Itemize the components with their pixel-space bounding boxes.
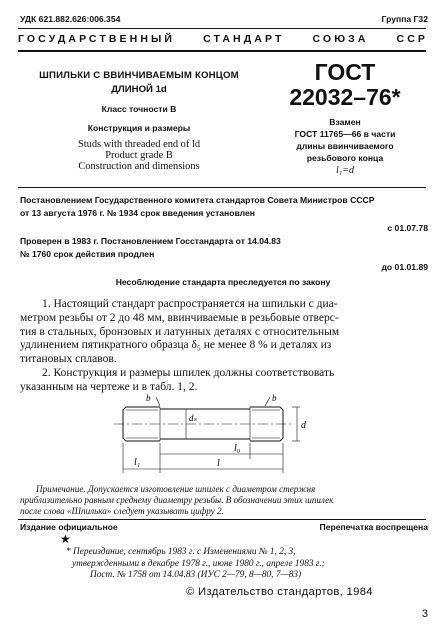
d-label: d [301, 420, 306, 431]
p1-line3: тия в стальных, бронзовых и латунных деталях с относительным [20, 325, 340, 338]
gost-block [270, 60, 420, 176]
title-ru-line2: ДЛИНОЙ 1d [111, 84, 167, 95]
p2-line2: указанным на чертеже и в табл. 1, 2. [20, 380, 198, 393]
title-construction: Конструкция и размеры [87, 123, 191, 133]
gost-number: 22032–76* [289, 84, 401, 110]
title-en-line2: Product grade B [105, 150, 173, 161]
group-code: Группа Г32 [381, 14, 428, 24]
p1-line4: удлинением пятикратного образца δ₅ не менее 8 % и деталях из [20, 339, 332, 352]
title-ru-line1: ШПИЛЬКИ С ВВИНЧИВАЕМЫМ КОНЦОМ [39, 70, 239, 81]
body-text [20, 298, 428, 395]
b-left-label: b [146, 393, 151, 403]
p2-line1: 2. Конструкция и размеры шпилек должны соответствовать [42, 366, 335, 379]
title-en-line3: Construction and dimensions [78, 161, 200, 172]
reprint-line3: Пост. № 1758 от 14.04.83 (ИУС 2—79, 8—80, 7—83) [90, 570, 302, 580]
gost-label: ГОСТ [314, 59, 376, 85]
title-rule [18, 187, 426, 188]
udk-code: УДК 621.882.626:006.354 [20, 14, 121, 24]
reprint-note [66, 547, 426, 582]
header-rule-bottom [18, 50, 426, 52]
note-line2: приблизительно равным среднему диаметру резьбы. В обозначении этих шпилек [20, 495, 334, 505]
title-accuracy-class: Класс точности В [101, 104, 177, 114]
l-label: l [217, 458, 220, 469]
p1-line1: 1. Настоящий стандарт распространяется на шпильки с диа- [42, 298, 338, 310]
note-line3: после слова «Шпилька» следует указывать цифру 2. [20, 506, 224, 516]
note-line1: Примечание. Допускается изготовление шпилек с диаметром стержня [36, 484, 316, 494]
reprint-line2: утвержденными в декабре 1978 г., июне 1980 г., апреле 1983 г.; [72, 558, 325, 569]
state-standard-banner: ГОСУДАРСТВЕННЫЙ СТАНДАРТ СОЮЗА ССР [18, 33, 428, 45]
page-number: 3 [421, 608, 428, 620]
replaced-label: Взамен [329, 117, 361, 127]
p1-line5: титановых сплавов. [20, 353, 117, 366]
check-line1: Проверен в 1983 г. Постановлением Госстандарта от 14.04.83 [20, 236, 281, 246]
b-right-label: b [272, 393, 277, 403]
law-notice: Несоблюдение стандарта преследуется по закону [115, 277, 331, 287]
l1-label: l₁ [134, 457, 141, 468]
decree-line2: от 13 августа 1976 г. № 1934 срок введения установлен [20, 208, 255, 218]
footer-rule [18, 519, 426, 520]
title-en-line1: Studs with threaded end of ld [77, 139, 201, 150]
edition-official: Издание официальное [20, 522, 118, 532]
check-line2: № 1760 срок действия продлен [20, 249, 155, 259]
replaced-formula: l₁=d [335, 165, 354, 176]
reprint-forbidden: Перепечатка воспрещена [319, 522, 428, 532]
star-mark: ★ [60, 532, 71, 546]
reprint-line1: * Переиздание, сентябрь 1983 г. с Изменениями № 1, 2, 3, [66, 547, 296, 557]
date-from: с 01.07.78 [387, 223, 428, 233]
p1-line2: метром резьбы от 2 до 48 мм, ввинчиваемые в резьбовые отверс- [20, 311, 339, 324]
publisher-copyright: © Издательство стандартов, 1984 [186, 586, 373, 598]
ds-label: dₛ [189, 413, 197, 423]
l0-label: l₀ [234, 443, 241, 454]
date-until: до 01.01.89 [381, 262, 428, 272]
header-rule-top [18, 28, 426, 29]
note-block [20, 484, 430, 517]
replaced-line3: длины ввинчиваемого [296, 141, 394, 151]
decree-line1: Постановлением Государственного комитета стандартов Совета Министров СССР [20, 195, 375, 205]
replaced-line2: ГОСТ 11765—66 в части [294, 129, 396, 139]
replaced-line4: резьбового конца [306, 153, 384, 163]
stud-drawing [100, 393, 340, 477]
title-block [20, 70, 258, 172]
